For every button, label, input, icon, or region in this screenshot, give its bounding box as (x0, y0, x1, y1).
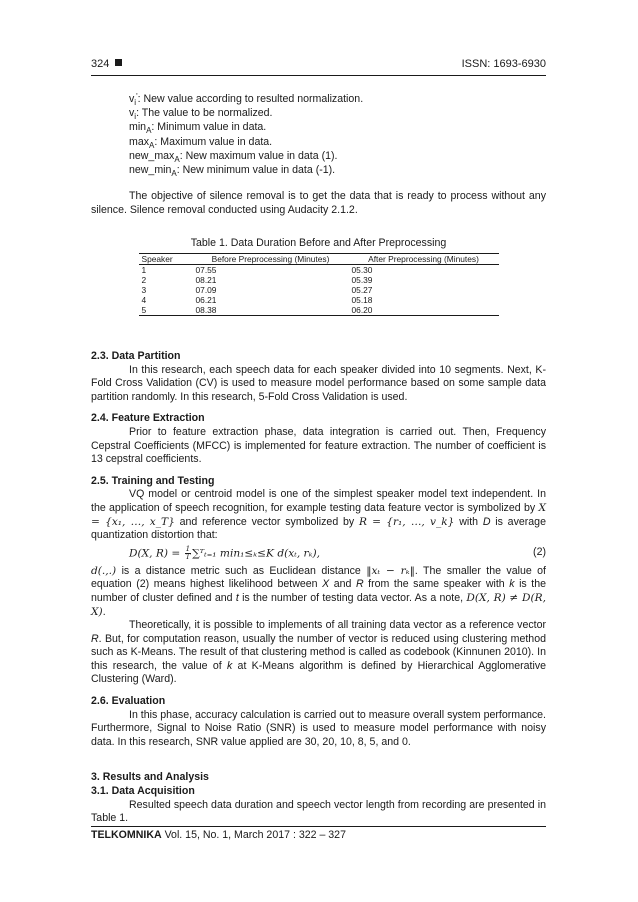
definition-item: $new\_\max_A$: New maximum value in data (1). (129, 149, 338, 164)
column-header: After Preprocessing (Minutes) (349, 254, 499, 265)
equation-formula: D(X, R) = $\frac{1}{T}$ ∑ᵀₜ₌₁ min₁≤ₖ≤K d(xₜ, rₖ), (129, 544, 320, 561)
subsection-heading: 3.1. Data Acquisition (91, 785, 195, 798)
page-number: 324 (91, 58, 122, 72)
square-bullet-icon (115, 59, 122, 66)
table-cell: 07.55 (195, 265, 217, 275)
table-cell: 1 (141, 265, 147, 275)
table-cell: 5 (139, 305, 193, 316)
section-paragraph: Resulted speech data duration and speech vector length from recording are presented in Table 1. (91, 798, 546, 825)
section-paragraph: In this research, each speech data for each speaker divided into 10 segments. Next, K-Fold Cross Validation (CV) is used to measure model performance based on some sample data partition randomly. In this research, 5-Fold Cross Validation is used. (91, 363, 546, 403)
table-row (139, 275, 499, 285)
section-paragraph: Theoretically, it is possible to implements of all training data vector as a reference vector R. But, for computation reason, usually the number of vector is reduced using clustering method such as K-Means. The result of that clustering method is called as codebook (Kinnunen 2010). In this research, the value of k at K-Means algorithm is defined by Hierarchical Agglomerative Clustering (Ward). (91, 619, 547, 686)
table-cell: 06.21 (195, 295, 217, 305)
section-paragraph: Prior to feature extraction phase, data integration is carried out. Then, Frequency Cepstral Coefficients (MFCC) is implemented for feature extraction. The number of coefficient is 13 cepstral coefficients. (91, 425, 546, 466)
definition-list (129, 92, 546, 177)
duration-table (139, 253, 499, 316)
column-header: Speaker (139, 254, 193, 265)
definition-item: $new\_\min_A$: New minimum value in data (-1). (129, 164, 336, 179)
equation-number: (2) (533, 545, 546, 558)
math-inline: X = {x₁, …, x_T} (91, 501, 546, 528)
table-cell: 08.21 (195, 275, 217, 285)
table-caption: Table 1. Data Duration Before and After Preprocessing (190, 237, 447, 250)
definition-item: $\min_A$: Minimum value in data. (129, 121, 267, 136)
table-row (139, 295, 499, 305)
table-cell: 07.09 (195, 285, 217, 295)
table-cell: 08.38 (193, 305, 349, 316)
table-cell: 05.30 (351, 265, 373, 275)
fraction: $\frac{1}{T}$ (185, 544, 191, 561)
section-heading: 2.5. Training and Testing (91, 474, 215, 487)
table-row (139, 265, 499, 276)
table-row (139, 305, 499, 316)
definition-item: $\max_A$: Maximum value in data. (129, 135, 273, 150)
column-header: Before Preprocessing (Minutes) (193, 254, 349, 265)
silence-removal-paragraph: The objective of silence removal is to get the data that is ready to process without any silence. Silence removal conducted using Audacity 2.1.2. (91, 190, 546, 216)
definition-item: $v_i'$: New value according to resulted normalization. (129, 92, 364, 107)
section-paragraph: d(.,.) is a distance metric such as Euclidean distance ‖xₜ − rₖ‖. The smaller the value of equation (2) means highest likelihood between X and R from the same speaker with k is the number of cluster defined and t is the number of testing data vector. As a note, D(X, R) ≠ D(R, X). (91, 564, 547, 618)
equation-2 (129, 543, 546, 565)
table-cell: 3 (141, 285, 147, 295)
table-cell: 05.39 (351, 275, 373, 285)
issn-label: ISSN: 1693-6930 (461, 58, 546, 70)
table-header-row (139, 254, 499, 265)
footer-rule (91, 826, 546, 827)
journal-name: TELKOMNIKA (91, 829, 162, 841)
citation: Vol. 15, No. 1, March 2017 : 322 – 327 (161, 829, 346, 841)
table-cell: 2 (141, 275, 147, 285)
math-inline: R = {r₁, …, v_k} (358, 515, 455, 528)
page-footer (91, 829, 346, 843)
table-cell: 06.20 (349, 305, 499, 316)
table-cell: 4 (141, 295, 147, 305)
table-cell: 05.18 (351, 295, 373, 305)
table-row (139, 285, 499, 295)
section-heading: 3. Results and Analysis (91, 771, 209, 784)
page-body (91, 92, 546, 826)
section-paragraph: In this phase, accuracy calculation is carried out to measure overall system performance. Furthermore, Signal to Noise Ratio (SNR) is used to measure model performance with noisy data. In this research, SNR value applied are 30, 20, 10, 8, 5, and 0. (91, 708, 546, 748)
section-heading: 2.6. Evaluation (91, 695, 166, 708)
section-paragraph: VQ model or centroid model is one of the simplest speaker model text independent. In the application of speech recognition, for example testing data feature vector is symbolized by X = {x₁, …, x_T} and reference vector symbolized by R = {r₁, …, v_k} with D is average quantization distortion that: (91, 488, 546, 542)
header-rule (91, 75, 546, 76)
definition-item: $v_i$: The value to be normalized. (129, 107, 273, 122)
section-heading: 2.4. Feature Extraction (91, 412, 205, 425)
table-cell: 05.27 (351, 285, 373, 295)
section-heading: 2.3. Data Partition (91, 350, 181, 362)
